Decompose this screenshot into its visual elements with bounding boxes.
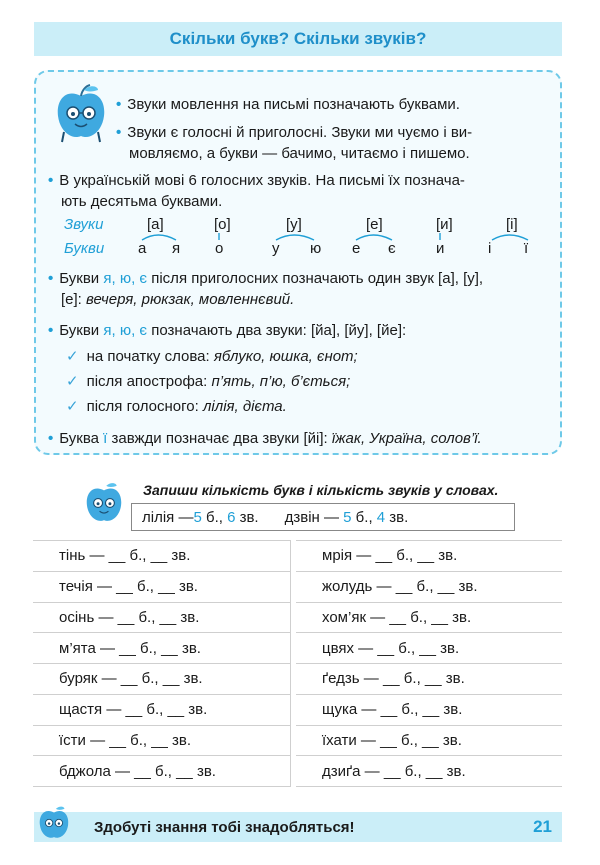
word-list-right [296, 540, 562, 786]
letter-cell: ю [310, 240, 322, 257]
highlight-letters: ї [103, 430, 108, 447]
page-title: Скільки букв? Скільки звуків? [34, 22, 562, 56]
rule-bullet-2: • Звуки є голосні й приголосні. Звуки ми чуємо і ви- [116, 124, 473, 141]
list-item[interactable]: тінь — __ б., __ зв. [33, 541, 291, 572]
list-item[interactable]: їхати — __ б., __ зв. [296, 726, 562, 757]
letter-cell: є [388, 240, 396, 257]
rule-text: позначають два звуки: [йа], [йу], [йе]: [147, 322, 407, 339]
example-unit: б., [351, 508, 377, 526]
check-item-2 [66, 371, 350, 392]
rule-text: після приголосних позначають один звук [а], [у], [147, 270, 484, 287]
list-item[interactable]: течія — __ б., __ зв. [33, 572, 291, 603]
example-answer: 5 [193, 508, 202, 526]
rule-text: Буква [59, 430, 104, 447]
check-icon: ✓ [66, 398, 79, 415]
sound-cell: [у] [286, 216, 302, 233]
list-item[interactable]: дзиґа — __ б., __ зв. [296, 756, 562, 787]
example-answer: 5 [343, 508, 352, 526]
example-unit: зв. [235, 508, 259, 526]
list-item[interactable]: цвях — __ б., __ зв. [296, 633, 562, 664]
apple-mascot-icon [54, 82, 108, 144]
example-word: дзвін — [284, 508, 344, 526]
rule-box [34, 70, 562, 455]
rule-text: після апострофа: [86, 373, 212, 390]
list-item[interactable]: жолудь — __ б., __ зв. [296, 572, 562, 603]
rule-bullet-2-cont: мовляємо, а букви — бачимо, читаємо і пишемо. [129, 145, 470, 162]
footer-text: Здобуті знання тобі знадобляться! [94, 818, 355, 836]
sound-cell: [о] [214, 216, 231, 233]
check-icon: ✓ [66, 348, 79, 365]
rule-bullet-6: • Буква ї завжди позначає два звуки [йі]: їжак, Україна, солов’ї. [48, 430, 482, 447]
list-item[interactable]: буряк — __ б., __ зв. [33, 664, 291, 695]
list-item[interactable]: щука — __ б., __ зв. [296, 695, 562, 726]
check-item-1 [66, 346, 358, 367]
example-answer: 4 [376, 508, 386, 526]
letter-cell: е [352, 240, 361, 257]
letter-cell: и [436, 240, 445, 257]
list-item[interactable]: осінь — __ б., __ зв. [33, 603, 291, 634]
rule-text: В українській мові 6 голосних звуків. На письмі їх познача- [59, 172, 465, 189]
word-list-left [33, 540, 291, 786]
list-item[interactable]: бджола — __ б., __ зв. [33, 756, 291, 787]
examples-text: яблуко, юшка, єнот; [213, 348, 358, 365]
letters-row [64, 238, 534, 258]
letters-label: Букви [64, 240, 105, 257]
list-item[interactable]: м’ята — __ б., __ зв. [33, 633, 291, 664]
list-item[interactable]: ґедзь — __ б., __ зв. [296, 664, 562, 695]
example-box [131, 503, 515, 531]
sound-cell: [и] [436, 216, 453, 233]
rule-text: [е]: [61, 291, 87, 308]
rule-bullet-3: • В українській мові 6 голосних звуків. На письмі їх познача- [48, 172, 465, 189]
example-unit: б., [201, 508, 228, 526]
letter-cell: у [272, 240, 280, 257]
rule-bullet-4-cont [61, 289, 294, 310]
list-item[interactable]: їсти — __ б., __ зв. [33, 726, 291, 757]
sounds-label: Звуки [64, 216, 104, 233]
list-item[interactable]: мрія — __ б., __ зв. [296, 541, 562, 572]
example-answer: 6 [227, 508, 236, 526]
page-number: 21 [533, 817, 552, 836]
task-title: Запиши кількість букв і кількість звуків у словах. [143, 482, 499, 498]
list-item[interactable]: щастя — __ б., __ зв. [33, 695, 291, 726]
sound-cell: [і] [506, 216, 518, 233]
rule-bullet-3-cont: ють десятьма буквами. [61, 193, 223, 210]
rule-bullet-4: • Букви я, ю, є після приголосних позначають один звук [а], [у], [48, 270, 484, 287]
examples-text: їжак, Україна, солов’ї. [331, 430, 482, 447]
examples-text: лілія, дієта. [202, 398, 287, 415]
apple-mascot-icon [82, 480, 126, 526]
letter-cell: і [488, 240, 492, 257]
letter-cell: о [215, 240, 224, 257]
letter-cell: а [138, 240, 147, 257]
letter-cell: я [172, 240, 181, 257]
sound-cell: [е] [366, 216, 383, 233]
rule-text: Звуки мовлення на письмі позначають буквами. [127, 96, 460, 113]
rule-text: Звуки є голосні й приголосні. Звуки ми чуємо і ви- [127, 124, 473, 141]
rule-text: Букви [59, 322, 104, 339]
rule-bullet-5: • Букви я, ю, є позначають два звуки: [йа], [йу], [йе]: [48, 322, 407, 339]
apple-mascot-icon [36, 804, 72, 842]
examples-text: п’ять, п’ю, б’ється; [211, 373, 351, 390]
check-item-3 [66, 396, 287, 417]
example-word: лілія — [142, 508, 194, 526]
rule-text: після голосного: [86, 398, 203, 415]
examples-text: вечеря, рюкзак, мовленнєвий. [86, 291, 295, 308]
column-divider [290, 540, 291, 786]
list-item[interactable]: хом’як — __ б., __ зв. [296, 603, 562, 634]
check-icon: ✓ [66, 373, 79, 390]
highlight-letters: я, ю, є [103, 270, 148, 287]
sound-cell: [а] [147, 216, 164, 233]
example-unit: зв. [385, 508, 409, 526]
footer [34, 812, 562, 842]
rule-text: завжди позначає два звуки [йі]: [107, 430, 332, 447]
letter-cell: ї [524, 240, 529, 257]
rule-bullet-1: • Звуки мовлення на письмі позначають буквами. [116, 96, 460, 113]
rule-text: Букви [59, 270, 104, 287]
highlight-letters: я, ю, є [103, 322, 148, 339]
rule-text: на початку слова: [86, 348, 214, 365]
